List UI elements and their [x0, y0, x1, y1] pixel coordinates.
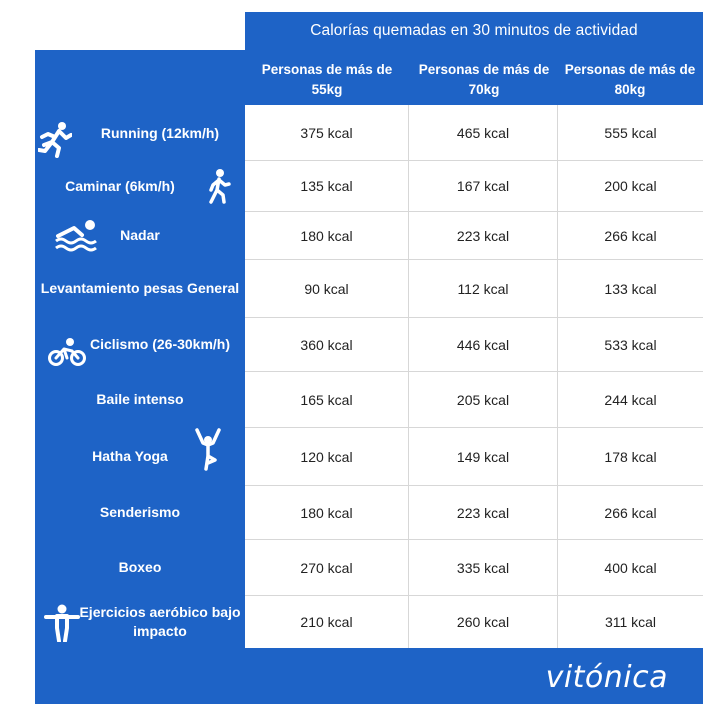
aerobics-icon: [44, 604, 80, 642]
table-cell: 465 kcal: [456, 125, 510, 141]
table-cell: 200 kcal: [604, 178, 657, 194]
table-cell: 533 kcal: [604, 336, 657, 353]
table-cell: 335 kcal: [456, 559, 510, 576]
activity-label: Ejercicios aeróbico bajo impacto: [79, 604, 241, 639]
table-cell: 223 kcal: [456, 504, 510, 521]
activity-label: Senderismo: [99, 504, 181, 520]
table-cell: 178 kcal: [604, 448, 657, 465]
table-cell: 260 kcal: [456, 614, 510, 630]
table-cell: 149 kcal: [456, 448, 510, 465]
table-cell: 244 kcal: [604, 391, 657, 408]
activity-label: Boxeo: [118, 559, 162, 575]
table-cell: 270 kcal: [300, 559, 353, 576]
activity-label: Baile intenso: [96, 391, 184, 407]
table-cell: 205 kcal: [456, 391, 510, 408]
brand-logo: vitónica: [545, 660, 668, 695]
activity-label: Ciclismo (26-30km/h): [89, 336, 231, 352]
table-cell: 360 kcal: [300, 336, 353, 353]
table-cell: 180 kcal: [300, 227, 353, 244]
running-icon: [38, 120, 72, 158]
table-cell: 167 kcal: [456, 178, 510, 194]
activity-label: Hatha Yoga: [92, 448, 168, 464]
activity-label: Caminar (6km/h): [65, 177, 175, 194]
table-cell: 165 kcal: [300, 391, 353, 408]
column-header-55kg: Personas de más de 55kg: [261, 62, 393, 97]
table-cell: 133 kcal: [604, 280, 657, 297]
table-cell: 112 kcal: [457, 280, 509, 297]
table-cell: 375 kcal: [300, 125, 353, 141]
table-cell: 180 kcal: [300, 504, 353, 521]
column-header-80kg: Personas de más de 80kg: [564, 62, 696, 97]
table-cell: 210 kcal: [300, 614, 353, 630]
swimming-icon: [52, 218, 102, 252]
activity-label: Nadar: [120, 227, 160, 243]
table-cell: 120 kcal: [300, 448, 353, 465]
table-cell: 90 kcal: [304, 280, 349, 297]
table-cell: 311 kcal: [604, 614, 657, 630]
yoga-icon: [193, 428, 223, 472]
activity-label: Running (12km/h): [100, 124, 220, 141]
table-cell: 223 kcal: [456, 227, 510, 244]
table-cell: 400 kcal: [604, 559, 657, 576]
table-cell: 446 kcal: [456, 336, 510, 353]
column-header-70kg: Personas de más de 70kg: [418, 62, 550, 97]
table-cell: 266 kcal: [604, 227, 657, 244]
walking-icon: [205, 168, 233, 204]
page-title: Calorías quemadas en 30 minutos de actividad: [245, 12, 703, 50]
table-cell: 555 kcal: [604, 125, 657, 141]
table-cell: 135 kcal: [300, 178, 353, 194]
activity-label: Levantamiento pesas General: [40, 280, 240, 296]
cycling-icon: [48, 337, 86, 367]
table-cell: 266 kcal: [604, 504, 657, 521]
